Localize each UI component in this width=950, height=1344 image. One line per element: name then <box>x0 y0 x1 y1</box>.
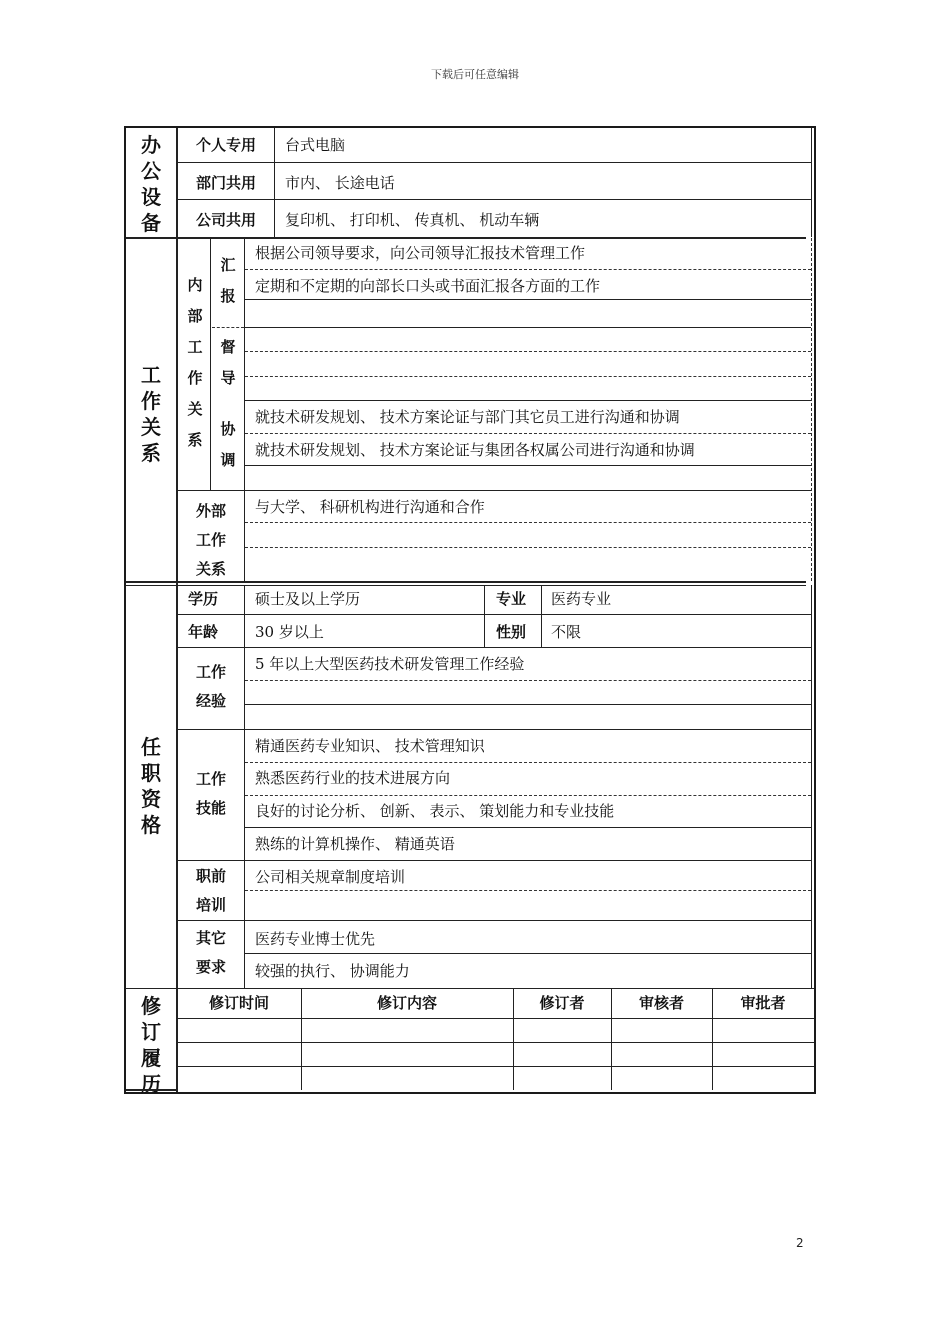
line <box>245 953 811 954</box>
section-revision-history: 修 订 履 历 <box>141 994 161 1096</box>
row-line <box>126 1089 178 1091</box>
skills-line-3: 良好的讨论分析、 创新、 表示、 策划能力和专业技能 <box>255 802 615 820</box>
line <box>245 299 811 300</box>
row-line <box>177 860 812 861</box>
page-number: 2 <box>796 1236 804 1250</box>
report-line-2: 定期和不定期的向部长口头或书面汇报各方面的工作 <box>255 277 601 295</box>
age-value: 30 岁以上 <box>255 623 324 641</box>
line <box>245 762 811 763</box>
section-column-divider <box>176 128 178 1092</box>
office-value-department: 市内、 长途电话 <box>285 174 395 192</box>
section-work-relations: 工 作 关 系 <box>141 363 161 465</box>
line <box>245 327 811 328</box>
skills-line-4: 熟练的计算机操作、 精通英语 <box>255 835 455 853</box>
major-label: 专业 <box>495 590 526 608</box>
relations-right-border <box>811 238 812 581</box>
qualification-col-divider <box>541 585 542 648</box>
report-line-1: 根据公司领导要求，向公司领导汇报技术管理工作 <box>255 244 586 262</box>
line <box>245 704 811 705</box>
line <box>245 465 811 466</box>
age-label: 年龄 <box>187 623 218 641</box>
qualification-col-divider <box>484 585 485 648</box>
sub-divider <box>212 327 244 328</box>
internal-relations-label: 内 部 工 作 关 系 <box>187 276 203 449</box>
gender-label: 性别 <box>495 623 526 641</box>
office-label-personal: 个人专用 <box>195 136 256 154</box>
experience-line-1: 5 年以上大型医药技术研发管理工作经验 <box>255 655 525 673</box>
skills-line-2: 熟悉医药行业的技术进展方向 <box>255 769 451 787</box>
office-value-company: 复印机、 打印机、 传真机、 机动车辆 <box>285 211 540 229</box>
office-value-personal: 台式电脑 <box>285 136 346 154</box>
header-note: 下载后可任意编辑 <box>431 68 519 81</box>
line <box>245 433 811 434</box>
row-line <box>177 1066 814 1067</box>
qualification-col-divider <box>244 585 245 988</box>
line <box>245 680 811 681</box>
section-separator <box>126 585 806 586</box>
line <box>245 547 811 548</box>
line <box>245 890 811 891</box>
row-line <box>177 614 812 615</box>
gender-value: 不限 <box>551 623 582 641</box>
row-line <box>177 1018 814 1019</box>
external-line-1: 与大学、 科研机构进行沟通和合作 <box>255 498 485 516</box>
line <box>245 827 811 828</box>
coordinate-label: 协 调 <box>220 420 236 469</box>
line <box>245 269 811 270</box>
supervise-label: 督 导 <box>220 338 236 387</box>
office-right-border <box>811 128 812 237</box>
row-line <box>177 647 812 648</box>
line <box>245 795 811 796</box>
coordinate-line-2: 就技术研发规划、 技术方案论证与集团各权属公司进行沟通和协调 <box>255 441 695 459</box>
row-line <box>177 199 812 200</box>
office-label-department: 部门共用 <box>195 174 256 192</box>
experience-label: 工作 经验 <box>195 663 226 710</box>
revision-header-reviser: 修订者 <box>539 994 585 1012</box>
section-separator <box>126 237 806 239</box>
education-label: 学历 <box>187 590 218 608</box>
qualification-right-border <box>811 585 812 988</box>
education-value: 硕士及以上学历 <box>255 590 361 608</box>
line <box>245 522 811 523</box>
relations-col-divider <box>244 238 245 581</box>
revision-header-time: 修订时间 <box>208 994 269 1012</box>
line <box>245 376 811 377</box>
row-line <box>177 729 812 730</box>
training-label: 职前 培训 <box>195 867 226 914</box>
report-label: 汇 报 <box>220 256 236 305</box>
revision-header-approver: 审批者 <box>740 994 786 1012</box>
skills-label: 工作 技能 <box>195 770 226 817</box>
major-value: 医药专业 <box>551 590 612 608</box>
other-line-1: 医药专业博士优先 <box>255 930 376 948</box>
external-relations-label: 外部 工作 关系 <box>195 502 226 578</box>
line <box>245 351 811 352</box>
skills-line-1: 精通医药专业知识、 技术管理知识 <box>255 737 485 755</box>
office-col-divider <box>274 128 275 237</box>
revision-header-reviewer: 审核者 <box>638 994 684 1012</box>
section-separator <box>126 988 814 989</box>
internal-external-divider <box>177 490 812 491</box>
row-line <box>177 920 812 921</box>
revision-header-content: 修订内容 <box>376 994 437 1012</box>
section-office-equipment: 办 公 设 备 <box>141 133 161 235</box>
other-requirements-label: 其它 要求 <box>195 929 226 976</box>
section-qualifications: 任 职 资 格 <box>141 735 161 837</box>
coordinate-line-1: 就技术研发规划、 技术方案论证与部门其它员工进行沟通和协调 <box>255 408 680 426</box>
other-line-2: 较强的执行、 协调能力 <box>255 962 410 980</box>
row-line <box>177 1042 814 1043</box>
row-line <box>177 162 812 163</box>
line <box>245 400 811 401</box>
training-line-1: 公司相关规章制度培训 <box>255 868 406 886</box>
office-label-company: 公司共用 <box>195 211 256 229</box>
